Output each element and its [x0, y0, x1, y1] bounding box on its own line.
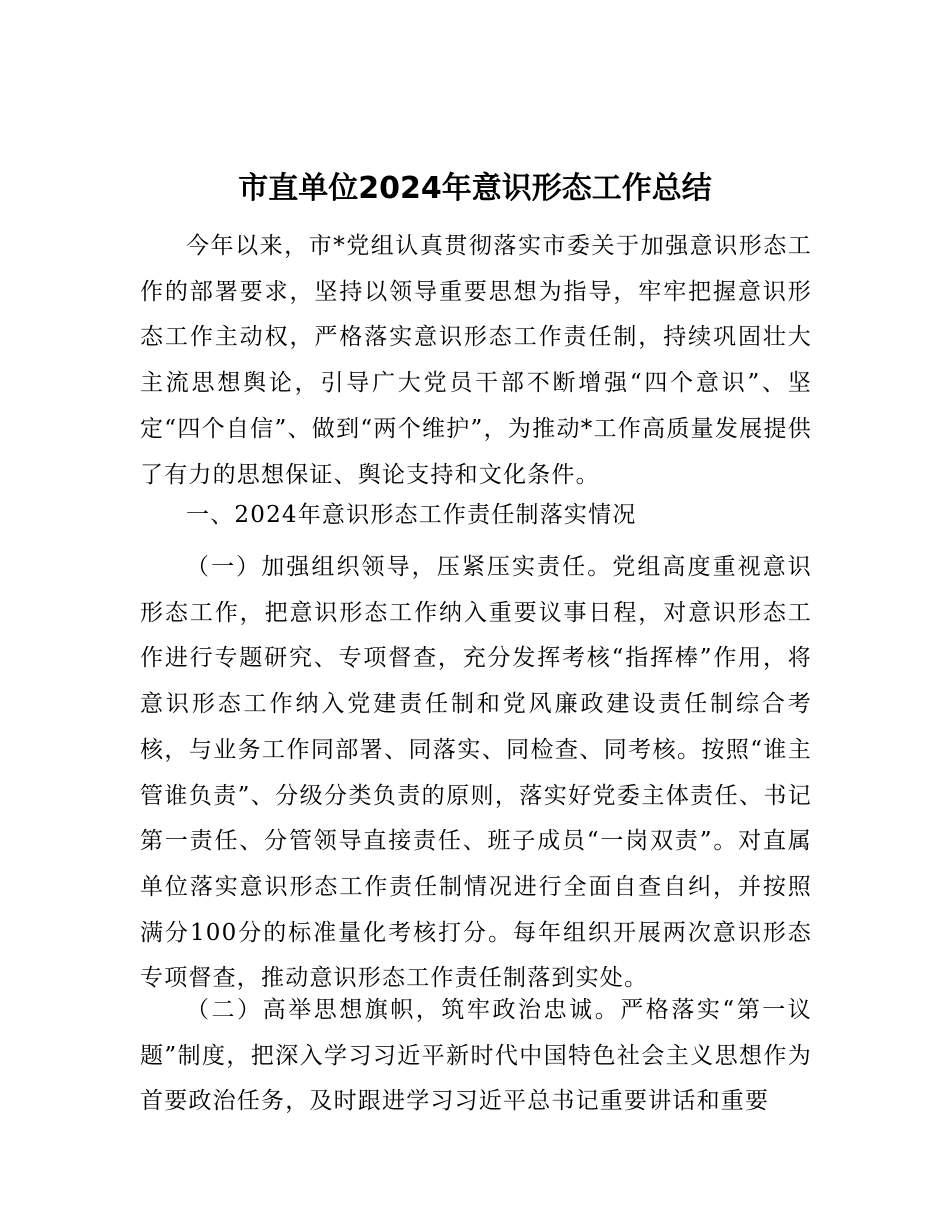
paragraph-1: （一）加强组织领导，压紧压实责任。党组高度重视意识形态工作，把意识形态工作纳入重要议事日程，对意识形态工作进行专题研究、专项督查，充分发挥考核“指挥棒”作用，将意识形态工作纳入党建责任制和党风廉政建设责任制综合考核，与业务工作同部署、同落实、同检查、同考核。按照“谁主管谁负责”、分级分类负责的原则，落实好党委主体责任、书记第一责任、分管领导直接责任、班子成员“一岗双责”。对直属单位落实意识形态工作责任制情况进行全面自查自纠，并按照满分100分的标准量化考核打分。每年组织开展两次意识形态专项督查，推动意识形态工作责任制落到实处。 [140, 554, 812, 992]
section-heading-1: 一、2024年意识形态工作责任制落实情况 [186, 502, 637, 528]
intro-paragraph: 今年以来，市*党组认真贯彻落实市委关于加强意识形态工作的部署要求，坚持以领导重要思想为指导，牢牢把握意识形态工作主动权，严格落实意识形态工作责任制，持续巩固壮大主流思想舆论，引导广大党员干部不断增强“四个意识”、坚定“四个自信”、做到“两个维护”，为推动*工作高质量发展提供了有力的思想保证、舆论支持和文化条件。 [140, 233, 812, 488]
document-title: 市直单位2024年意识形态工作总结 [238, 171, 712, 206]
paragraph-2: （二）高举思想旗帜，筑牢政治忠诚。严格落实“第一议题”制度，把深入学习习近平新时代中国特色社会主义思想作为首要政治任务，及时跟进学习习近平总书记重要讲话和重要 [140, 997, 812, 1115]
